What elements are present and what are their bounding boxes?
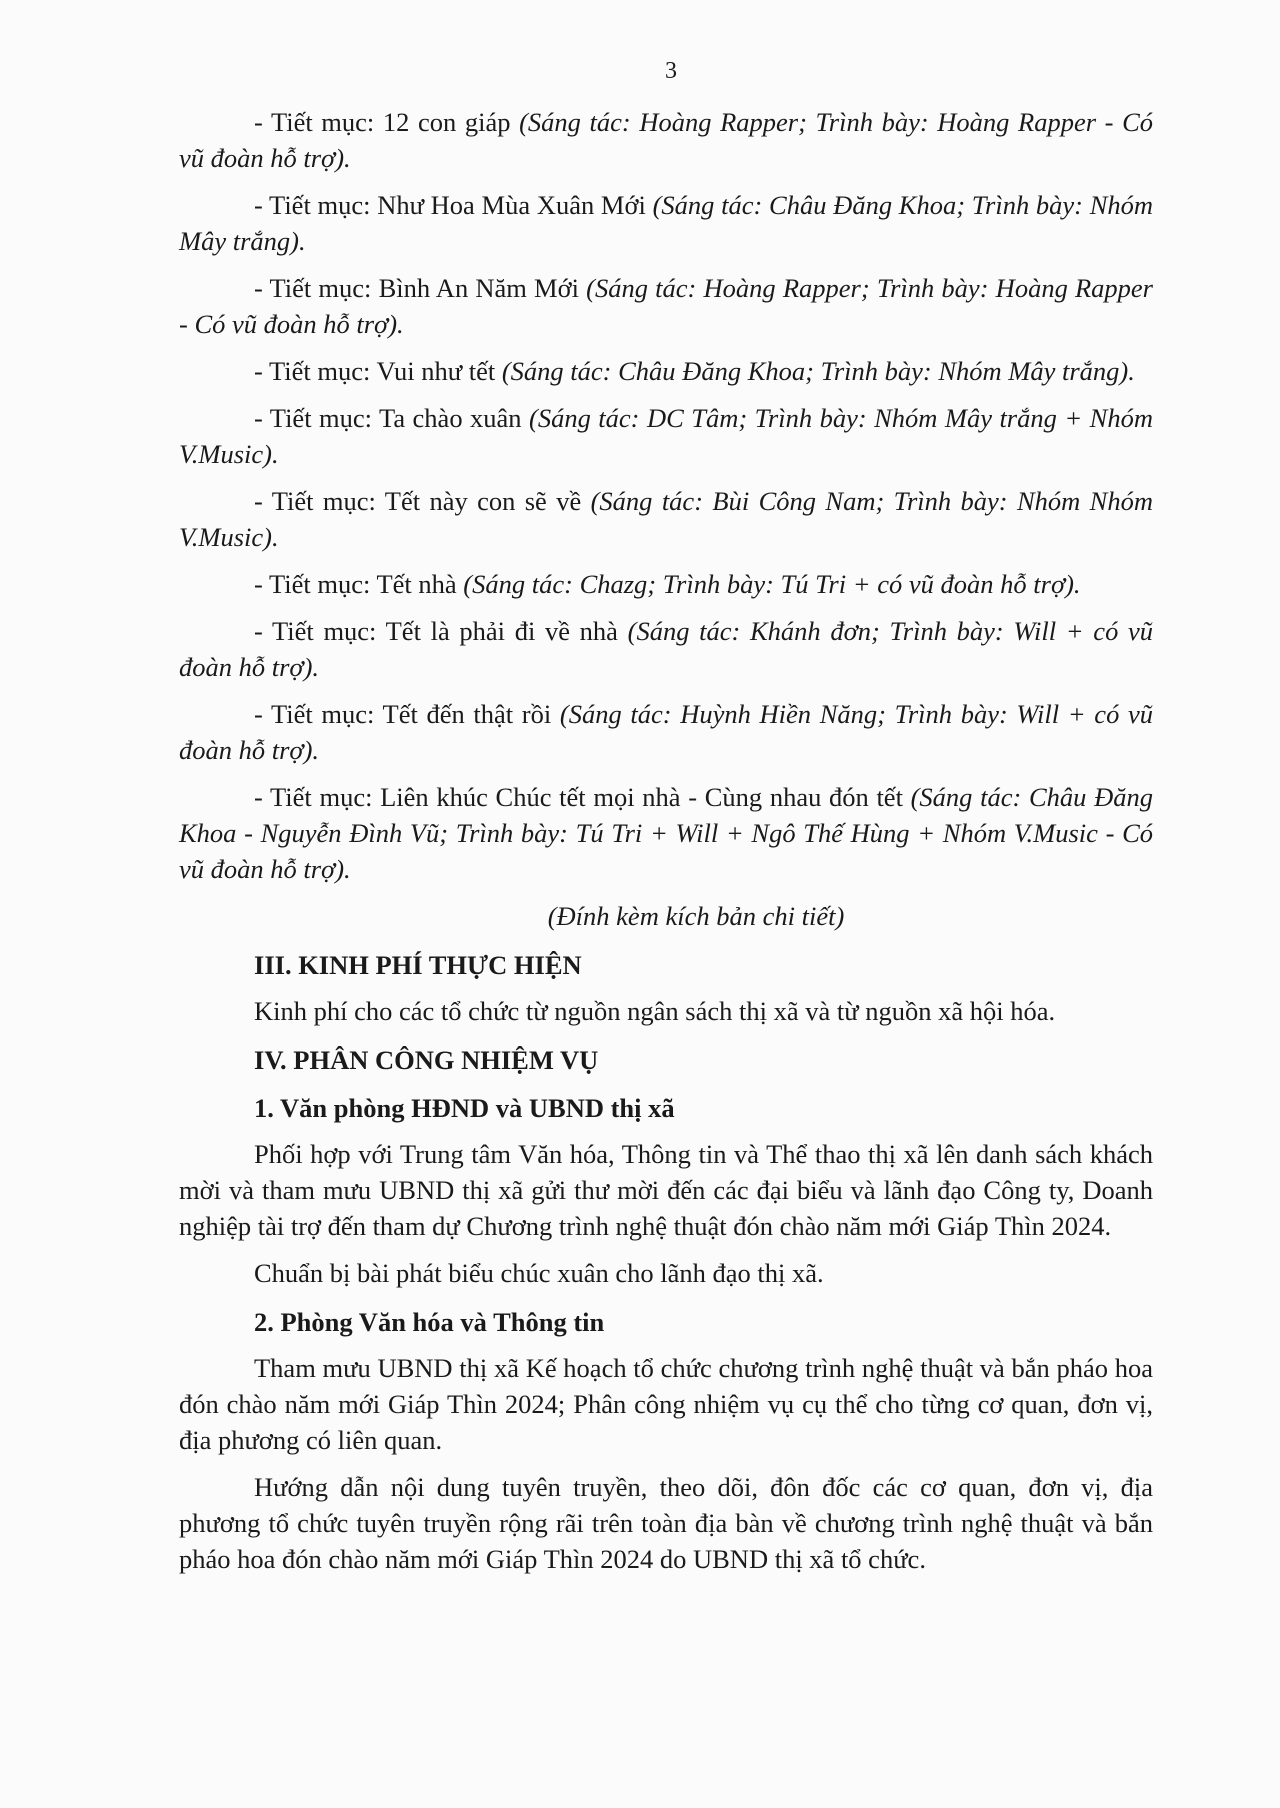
performance-item: [179, 270, 1153, 342]
performance-credit: (Sáng tác: Châu Đăng Khoa; Trình bày: Nhóm Mây trắng).: [501, 356, 1135, 386]
performance-item: [179, 779, 1153, 887]
performance-credit: (Sáng tác: Chazg; Trình bày: Tú Tri + có vũ đoàn hỗ trợ).: [463, 569, 1081, 599]
performance-title: - Tiết mục: Tết là phải đi về nhà: [254, 616, 628, 646]
culture-paragraph-1: Tham mưu UBND thị xã Kế hoạch tổ chức chương trình nghệ thuật và bắn pháo hoa đón chào năm mới Giáp Thìn 2024; Phân công nhiệm vụ cụ thể cho từng cơ quan, đơn vị, địa phương có liên quan.: [179, 1353, 1153, 1455]
performance-credit: (Sáng tác: Hoàng Rapper; Trình bày: Hoàng Rapper - Có vũ đoàn hỗ trợ).: [179, 107, 1154, 173]
performance-item: [179, 696, 1153, 768]
office-paragraph-1: Phối hợp với Trung tâm Văn hóa, Thông tin và Thể thao thị xã lên danh sách khách mời và tham mưu UBND thị xã gửi thư mời đến các đại biểu và lãnh đạo Công ty, Doanh nghiệp tài trợ đến tham dự Chương trình nghệ thuật đón chào năm mới Giáp Thìn 2024.: [179, 1139, 1153, 1241]
performance-credit: (Sáng tác: Khánh đơn; Trình bày: Will + có vũ đoàn hỗ trợ).: [179, 616, 1154, 682]
section-heading-budget: III. KINH PHÍ THỰC HIỆN: [254, 950, 582, 980]
performance-credit: (Sáng tác: Huỳnh Hiền Năng; Trình bày: Will + có vũ đoàn hỗ trợ).: [179, 699, 1153, 765]
document-body: [179, 104, 1153, 1588]
performance-title: - Tiết mục: 12 con giáp: [254, 107, 520, 137]
performance-title: - Tiết mục: Vui như tết: [254, 356, 502, 386]
performance-item: [179, 353, 1153, 389]
performance-title: - Tiết mục: Tết nhà: [254, 569, 464, 599]
budget-paragraph: Kinh phí cho các tổ chức từ nguồn ngân sách thị xã và từ nguồn xã hội hóa.: [254, 996, 1056, 1026]
section-heading-assignments: IV. PHÂN CÔNG NHIỆM VỤ: [254, 1045, 599, 1075]
performance-item: [179, 613, 1153, 685]
subheading-office: 1. Văn phòng HĐND và UBND thị xã: [254, 1093, 675, 1123]
page-number: 3: [665, 58, 677, 84]
performance-item: [179, 104, 1153, 176]
performance-title: - Tiết mục: Liên khúc Chúc tết mọi nhà - Cùng nhau đón tết: [254, 782, 911, 812]
performance-item: [179, 400, 1153, 472]
subheading-culture-dept: 2. Phòng Văn hóa và Thông tin: [254, 1307, 605, 1337]
attachment-note: (Đính kèm kích bản chi tiết): [547, 901, 845, 931]
performance-title: - Tiết mục: Ta chào xuân: [254, 403, 530, 433]
office-paragraph-2: Chuẩn bị bài phát biểu chúc xuân cho lãnh đạo thị xã.: [254, 1258, 824, 1288]
performance-credit: (Sáng tác: DC Tâm; Trình bày: Nhóm Mây trắng + Nhóm V.Music).: [179, 403, 1153, 469]
performance-credit: (Sáng tác: Châu Đăng Khoa; Trình bày: Nhóm Mây trắng).: [179, 190, 1154, 256]
performance-credit: (Sáng tác: Bùi Công Nam; Trình bày: Nhóm Nhóm V.Music).: [179, 486, 1153, 552]
performance-title: - Tiết mục: Bình An Năm Mới: [254, 273, 587, 303]
performance-credit: (Sáng tác: Châu Đăng Khoa - Nguyễn Đình Vũ; Trình bày: Tú Tri + Will + Ngô Thế Hùng + Nhóm V.Music - Có vũ đoàn hỗ trợ).: [179, 782, 1153, 884]
performance-title: - Tiết mục: Tết này con sẽ về: [254, 486, 591, 516]
performance-list: [179, 104, 1153, 887]
performance-title: - Tiết mục: Như Hoa Mùa Xuân Mới: [254, 190, 653, 220]
performance-title: - Tiết mục: Tết đến thật rồi: [254, 699, 560, 729]
performance-item: [179, 483, 1153, 555]
performance-item: [179, 187, 1153, 259]
culture-paragraph-2: Hướng dẫn nội dung tuyên truyền, theo dõi, đôn đốc các cơ quan, đơn vị, địa phương tổ chức tuyên truyền rộng rãi trên toàn địa bàn về chương trình nghệ thuật và bắn pháo hoa đón chào năm mới Giáp Thìn 2024 do UBND thị xã tổ chức.: [179, 1472, 1153, 1574]
performance-item: [179, 566, 1153, 602]
performance-credit: (Sáng tác: Hoàng Rapper; Trình bày: Hoàng Rapper - Có vũ đoàn hỗ trợ).: [179, 273, 1153, 339]
